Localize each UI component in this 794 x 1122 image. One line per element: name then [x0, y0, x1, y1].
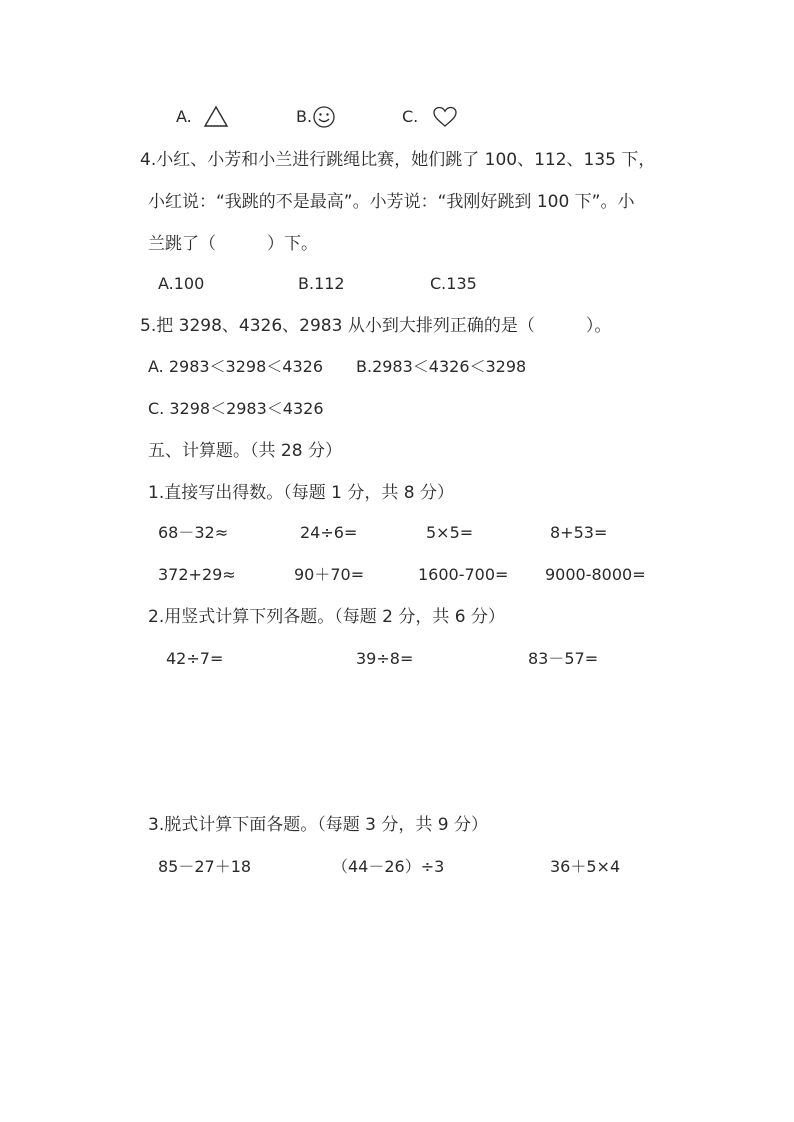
- q3-option-a-label: A.: [176, 107, 192, 126]
- q5-line-1: 5.把 3298、4326、2983 从小到大排列正确的是（ ）。: [140, 316, 612, 336]
- q4-line-2: 小红说：“我跳的不是最高”。小芳说：“我刚好跳到 100 下”。小: [148, 192, 635, 212]
- q4-line-1: 4.小红、小芳和小兰进行跳绳比赛，她们跳了 100、112、135 下，: [140, 150, 656, 170]
- part1-item: 1600-700=: [418, 565, 509, 584]
- triangle-icon: [203, 105, 229, 128]
- part1-title: 1.直接写出得数。（每题 1 分，共 8 分）: [148, 483, 454, 503]
- part1-item: 90＋70=: [294, 565, 365, 584]
- section-heading: 五、计算题。（共 28 分）: [148, 441, 342, 461]
- q4-option-a: A.100: [158, 274, 205, 293]
- part3-item: （44－26）÷3: [332, 857, 445, 876]
- part3-title: 3.脱式计算下面各题。（每题 3 分，共 9 分）: [148, 815, 488, 835]
- part3-item: 36＋5×4: [550, 857, 621, 876]
- q5-option-c: C. 3298＜2983＜4326: [148, 399, 324, 418]
- part1-item: 372+29≈: [158, 565, 236, 584]
- part2-item: 42÷7=: [166, 649, 224, 668]
- q4-line-3: 兰跳了（ ）下。: [148, 234, 318, 254]
- q5-option-b: B.2983＜4326＜3298: [356, 357, 527, 376]
- part1-item: 9000-8000=: [545, 565, 646, 584]
- q4-option-b: B.112: [298, 274, 345, 293]
- q4-option-c: C.135: [430, 274, 477, 293]
- part3-item: 85－27＋18: [158, 857, 252, 876]
- part1-item: 24÷6=: [300, 523, 358, 542]
- smiley-face-icon: [312, 105, 336, 129]
- q5-option-a: A. 2983＜3298＜4326: [148, 357, 323, 376]
- q3-option-c-label: C.: [402, 107, 419, 126]
- q3-option-b-label: B.: [296, 107, 313, 126]
- part2-title: 2.用竖式计算下列各题。（每题 2 分，共 6 分）: [148, 607, 505, 627]
- part1-item: 5×5=: [426, 523, 474, 542]
- part2-item: 39÷8=: [356, 649, 414, 668]
- part1-item: 8+53=: [550, 523, 608, 542]
- part1-item: 68－32≈: [158, 523, 229, 542]
- part2-item: 83－57=: [528, 649, 599, 668]
- heart-icon: [432, 106, 458, 128]
